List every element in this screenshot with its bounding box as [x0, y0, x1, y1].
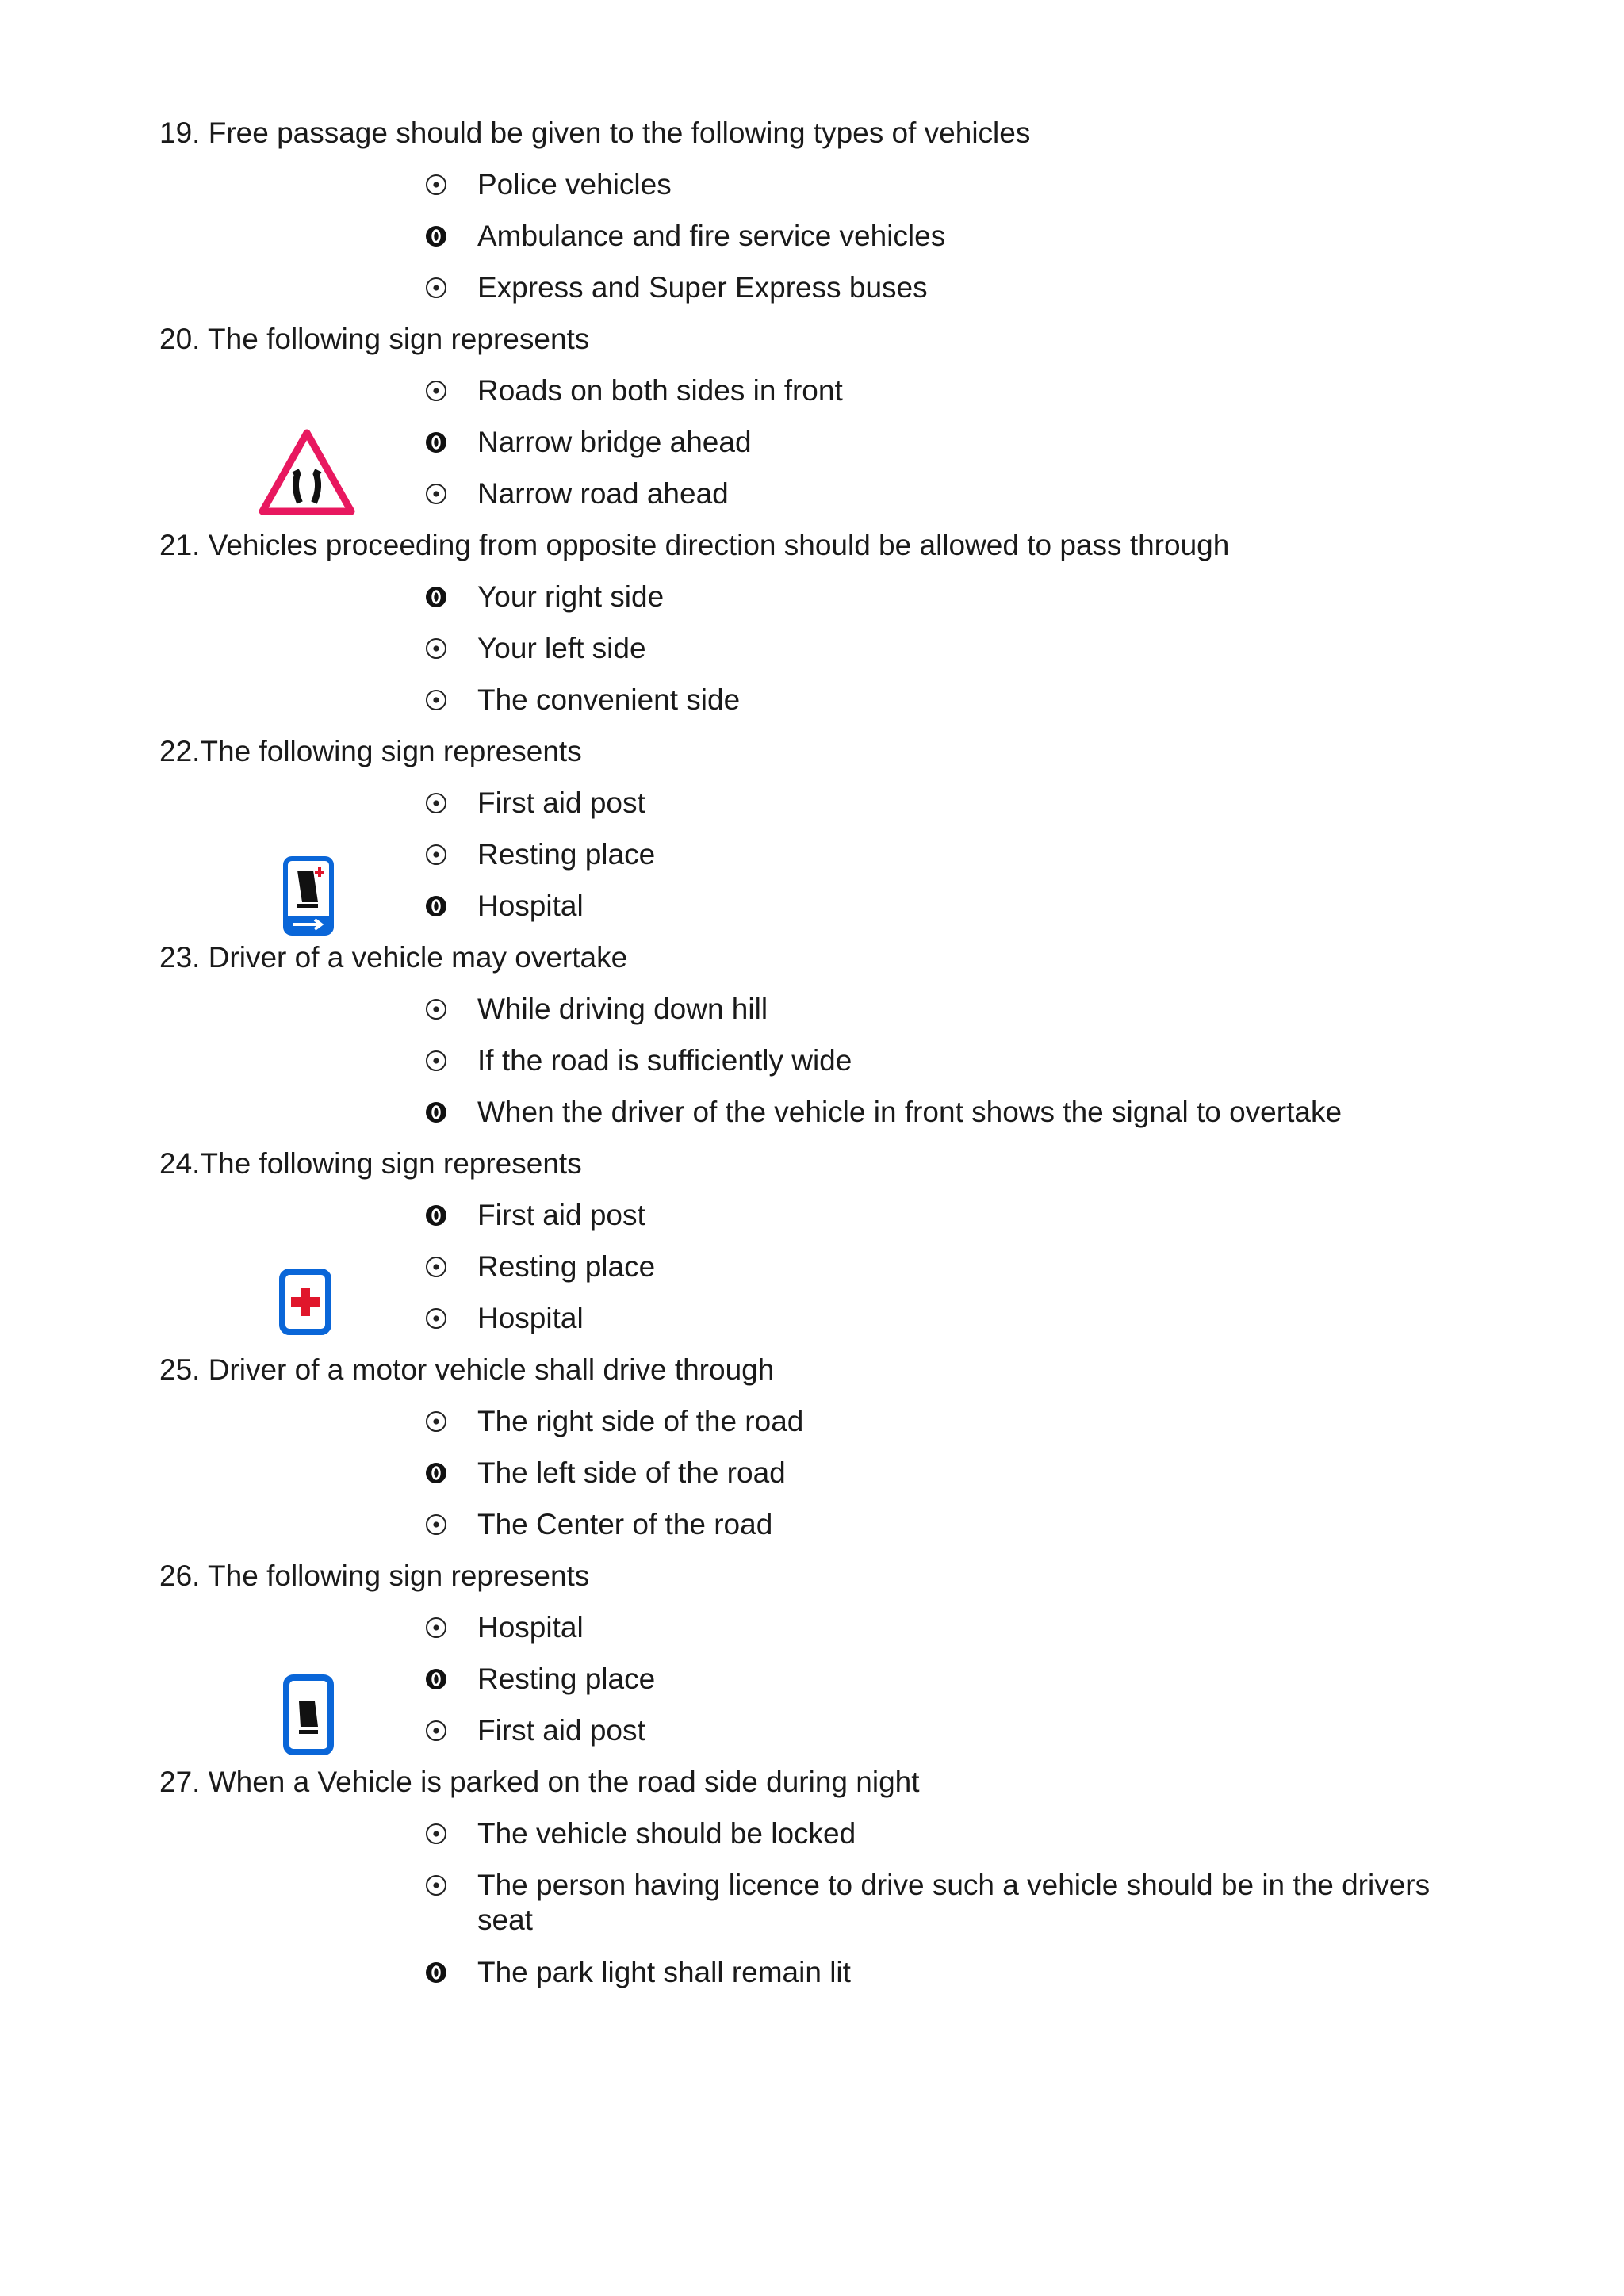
- q27-option-2[interactable]: [422, 1868, 1453, 1938]
- selected-answer-icon: [422, 219, 450, 254]
- unselected-answer-icon: [422, 270, 450, 305]
- unselected-answer-icon: [422, 1249, 450, 1284]
- option-label: Ambulance and fire service vehicles: [477, 220, 946, 252]
- q22-option-2[interactable]: [422, 837, 1453, 872]
- question-25-text: 25. Driver of a motor vehicle shall drive through: [159, 1353, 775, 1386]
- option-label: First aid post: [477, 786, 645, 819]
- option-label: Your left side: [477, 632, 646, 664]
- first-aid-sign-icon: [279, 1269, 331, 1335]
- unselected-answer-icon: [422, 167, 450, 202]
- option-label: The vehicle should be locked: [477, 1817, 856, 1850]
- q27-option-3[interactable]: [422, 1955, 1453, 1990]
- unselected-answer-icon: [422, 476, 450, 511]
- option-label: Your right side: [477, 580, 665, 613]
- q20-option-2[interactable]: [422, 425, 1453, 460]
- unselected-answer-icon: [422, 1610, 450, 1645]
- unselected-answer-icon: [422, 683, 450, 718]
- option-label: The right side of the road: [477, 1405, 804, 1437]
- unselected-answer-icon: [422, 992, 450, 1027]
- option-label: The Center of the road: [477, 1508, 773, 1540]
- question-24-text: 24.The following sign represents: [159, 1147, 582, 1180]
- option-label: Narrow road ahead: [477, 477, 729, 510]
- q25-option-3[interactable]: [422, 1507, 1453, 1542]
- resting-place-sign-icon: [283, 1674, 334, 1755]
- option-label: Roads on both sides in front: [477, 374, 843, 407]
- q26-option-2[interactable]: [422, 1662, 1453, 1697]
- unselected-answer-icon: [422, 786, 450, 821]
- option-label: The convenient side: [477, 683, 741, 716]
- q22-option-1[interactable]: [422, 786, 1453, 821]
- option-label: First aid post: [477, 1199, 645, 1231]
- option-label: Narrow bridge ahead: [477, 426, 752, 458]
- q24-option-3[interactable]: [422, 1301, 1453, 1336]
- selected-answer-icon: [422, 1955, 450, 1990]
- unselected-answer-icon: [422, 1868, 450, 1903]
- option-label: The left side of the road: [477, 1456, 786, 1489]
- option-label: When the driver of the vehicle in front shows the signal to overtake: [477, 1096, 1342, 1128]
- unselected-answer-icon: [422, 837, 450, 872]
- unselected-answer-icon: [422, 1816, 450, 1851]
- q26-option-3[interactable]: [422, 1713, 1453, 1748]
- question-19-text: 19. Free passage should be given to the following types of vehicles: [159, 117, 1031, 149]
- option-label: Resting place: [477, 838, 656, 871]
- unselected-answer-icon: [422, 1507, 450, 1542]
- option-label: The park light shall remain lit: [477, 1956, 851, 1988]
- q20-option-1[interactable]: [422, 373, 1453, 408]
- unselected-answer-icon: [422, 1404, 450, 1439]
- hospital-sign-icon: [283, 856, 334, 936]
- unselected-answer-icon: [422, 1713, 450, 1748]
- question-26-text: 26. The following sign represents: [159, 1559, 590, 1592]
- selected-answer-icon: [422, 1456, 450, 1490]
- selected-answer-icon: [422, 1095, 450, 1130]
- selected-answer-icon: [422, 1198, 450, 1233]
- question-27-text: 27. When a Vehicle is parked on the road side during night: [159, 1766, 920, 1798]
- option-label: Hospital: [477, 1611, 584, 1644]
- q21-option-1[interactable]: [422, 580, 1453, 614]
- selected-answer-icon: [422, 1662, 450, 1697]
- question-22-text: 22.The following sign represents: [159, 735, 582, 767]
- q27-option-1[interactable]: [422, 1816, 1453, 1851]
- q22-option-3[interactable]: [422, 889, 1453, 924]
- question-21-text: 21. Vehicles proceeding from opposite direction should be allowed to pass through: [159, 529, 1230, 561]
- q25-option-1[interactable]: [422, 1404, 1453, 1439]
- q23-option-2[interactable]: [422, 1043, 1453, 1078]
- q24-option-2[interactable]: [422, 1249, 1453, 1284]
- unselected-answer-icon: [422, 1301, 450, 1336]
- option-label: Police vehicles: [477, 168, 672, 201]
- q20-option-3[interactable]: [422, 476, 1453, 511]
- q23-option-1[interactable]: [422, 992, 1453, 1027]
- q26-option-1[interactable]: [422, 1610, 1453, 1645]
- option-label: Express and Super Express buses: [477, 271, 928, 304]
- question-23-text: 23. Driver of a vehicle may overtake: [159, 941, 628, 974]
- q19-option-1[interactable]: [422, 167, 1453, 202]
- q19-option-2[interactable]: [422, 219, 1453, 254]
- q19-option-3[interactable]: [422, 270, 1453, 305]
- q21-option-2[interactable]: [422, 631, 1453, 666]
- option-label: Hospital: [477, 890, 584, 922]
- selected-answer-icon: [422, 889, 450, 924]
- q21-option-3[interactable]: [422, 683, 1453, 718]
- q24-option-1[interactable]: [422, 1198, 1453, 1233]
- unselected-answer-icon: [422, 1043, 450, 1078]
- selected-answer-icon: [422, 425, 450, 460]
- option-label: While driving down hill: [477, 993, 768, 1025]
- option-label: First aid post: [477, 1714, 645, 1747]
- selected-answer-icon: [422, 580, 450, 614]
- option-label: The person having licence to drive such a vehicle should be in the drivers seat: [477, 1869, 1431, 1936]
- option-label: If the road is sufficiently wide: [477, 1044, 852, 1077]
- option-label: Resting place: [477, 1250, 656, 1283]
- narrow-bridge-sign-icon: [257, 427, 357, 516]
- q25-option-2[interactable]: [422, 1456, 1453, 1490]
- unselected-answer-icon: [422, 373, 450, 408]
- option-label: Resting place: [477, 1663, 656, 1695]
- q23-option-3[interactable]: [422, 1095, 1453, 1130]
- question-20-text: 20. The following sign represents: [159, 323, 590, 355]
- option-label: Hospital: [477, 1302, 584, 1334]
- unselected-answer-icon: [422, 631, 450, 666]
